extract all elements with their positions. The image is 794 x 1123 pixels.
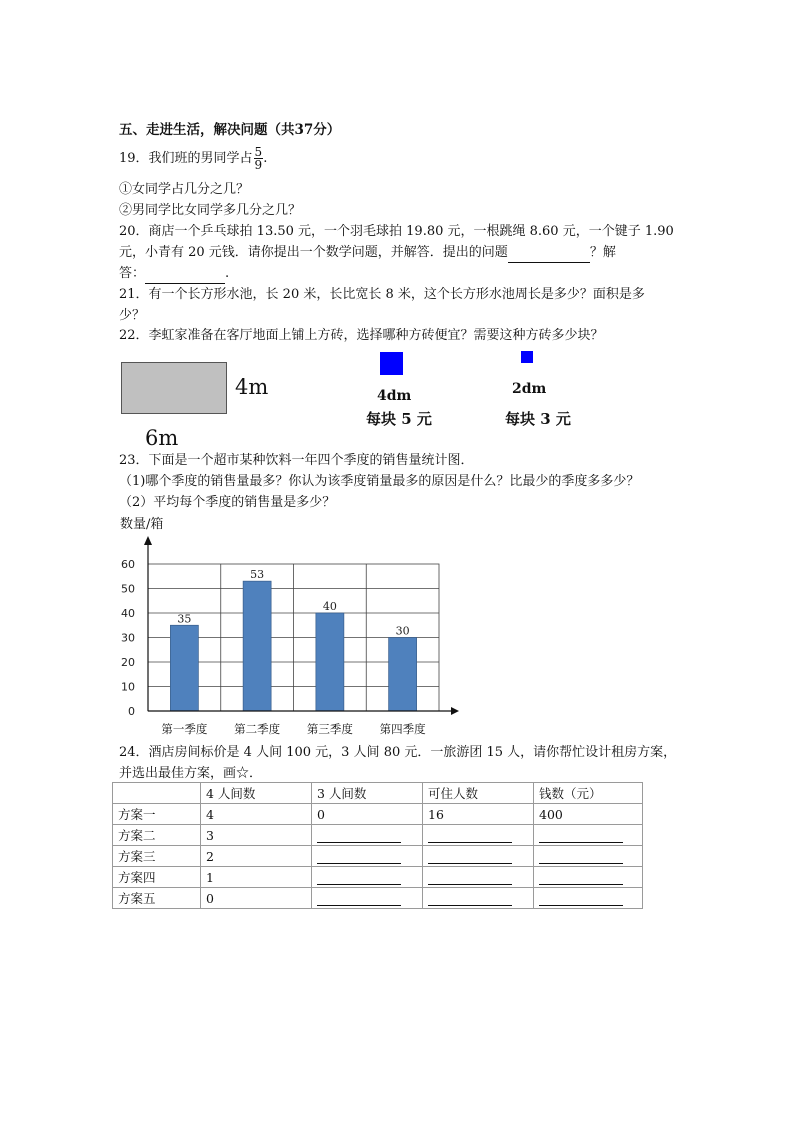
answer-blank[interactable] [539,872,623,885]
q20-line2-end: ？解 [589,245,616,260]
q20-line2 [119,243,616,263]
q21-line2: 少？ [119,308,146,323]
plan-name: 方案三 [113,846,201,867]
bar [243,581,271,711]
four-person-count: 4 [201,804,312,825]
section-title: 五、走进生活，解决问题（共37分） [119,122,341,138]
y-tick-label: 40 [121,607,135,620]
q20-answer-blank[interactable] [508,248,590,263]
q20-line2-text: 元，小青有 20 元钱．请你提出一个数学问题，并解答．提出的问题 [119,245,508,260]
header-cell-4-person: 4 人间数 [201,783,312,804]
plan-name: 方案二 [113,825,201,846]
four-person-count: 0 [201,888,312,909]
q19-sub2: ②男同学比女同学多几分之几？ [119,203,302,218]
y-tick-label: 50 [121,582,135,596]
table-row [113,804,643,825]
bar-data-label: 35 [177,612,192,626]
q19-question [119,146,267,172]
x-category-label: 第四季度 [379,722,426,736]
three-person-blank-cell [312,888,423,909]
money-blank-cell [534,888,643,909]
answer-blank[interactable] [428,872,512,885]
four-person-count: 1 [201,867,312,888]
q23-line1: 23．下面是一个超市某种饮料一年四个季度的销售量统计图． [119,453,474,468]
tile-large-size: 4dm [377,388,412,404]
three-person-count: 0 [312,804,423,825]
x-category-label: 第三季度 [306,722,353,736]
y-axis-arrow-icon [144,536,152,545]
fraction-denominator: 9 [254,158,263,172]
bar [170,625,198,711]
table-row [113,846,643,867]
three-person-blank-cell [312,846,423,867]
table-row [113,888,643,909]
tile-small-price: 每块 3 元 [505,410,571,428]
money-blank-cell [534,846,643,867]
x-axis-arrow-icon [451,707,459,715]
bar-data-label: 53 [250,568,265,582]
answer-blank[interactable] [317,872,401,885]
answer-blank[interactable] [539,851,623,864]
answer-blank[interactable] [317,893,401,906]
y-tick-label: 60 [121,558,135,571]
table-row [113,825,643,846]
bar-data-label: 30 [395,624,410,638]
capacity-blank-cell [423,846,534,867]
room-height-label: 4m [235,375,269,399]
q24-line2: 并选出最佳方案，画☆． [119,766,263,781]
header-cell-corner [113,783,201,804]
q20-line3-end: . [225,266,230,281]
table-row [113,867,643,888]
q20-line1: 20．商店一个乒乓球拍 13.50 元，一个羽毛球拍 19.80 元，一根跳绳 8.60 元，一个键子 1.90 [119,224,674,239]
answer-blank[interactable] [317,851,401,864]
money-blank-cell [534,867,643,888]
y-tick-label: 0 [128,705,135,718]
q20-solution-blank[interactable] [145,269,225,284]
bar [389,638,417,712]
money-blank-cell [534,825,643,846]
plan-name: 方案一 [113,804,201,825]
capacity-value: 16 [423,804,534,825]
answer-blank[interactable] [428,851,512,864]
chart-labels [121,558,426,736]
q19-text: 19．我们班的男同学占 [119,151,253,166]
four-person-count: 3 [201,825,312,846]
answer-blank[interactable] [539,830,623,843]
q24-line1: 24．酒店房间标价是 4 人间 100 元，3 人间 80 元．一旅游团 15 人，请你帮忙设计租房方案， [119,745,677,760]
q22-text: 22．李虹家准备在客厅地面上铺上方砖，选择哪种方砖便宜？需要这种方砖多少块？ [119,328,604,343]
three-person-blank-cell [312,867,423,888]
header-cell-capacity: 可住人数 [423,783,534,804]
four-person-count: 2 [201,846,312,867]
q21-line1: 21．有一个长方形水池，长 20 米，长比宽长 8 米，这个长方形水池周长是多少？面积是多 [119,287,645,302]
table-header-row [113,783,643,804]
q23-line2: （1)哪个季度的销售量最多？你认为该季度销量最多的原因是什么？比最少的季度多多少？ [119,474,640,489]
y-tick-label: 10 [121,680,135,694]
y-tick-label: 20 [121,656,135,669]
tile-large-icon [380,352,403,375]
tile-large-price: 每块 5 元 [366,410,432,428]
plan-name: 方案四 [113,867,201,888]
q23-line3: （2）平均每个季度的销售量是多少？ [119,495,336,510]
bar-data-label: 40 [322,600,337,613]
sales-bar-chart [115,533,465,741]
answer-blank[interactable] [539,893,623,906]
three-person-blank-cell [312,825,423,846]
answer-blank[interactable] [428,893,512,906]
capacity-blank-cell [423,888,534,909]
y-tick-label: 30 [121,631,135,645]
q20-answer-label: 答： [119,266,146,281]
q19-fraction [254,146,264,171]
x-category-label: 第二季度 [234,722,281,736]
plan-name: 方案五 [113,888,201,909]
q19-sub1: ①女同学占几分之几？ [119,182,250,197]
rental-plan-table [112,782,643,909]
room-width-label: 6m [145,426,179,450]
tile-small-size: 2dm [512,381,547,397]
chart-y-axis-label: 数量/箱 [120,517,164,532]
capacity-blank-cell [423,867,534,888]
header-cell-3-person: 3 人间数 [312,783,423,804]
q20-line3 [119,264,229,284]
living-room-rectangle [121,362,227,414]
money-value: 400 [534,804,643,825]
fraction-numerator: 5 [254,145,263,159]
capacity-blank-cell [423,825,534,846]
x-category-label: 第一季度 [161,722,208,736]
answer-blank[interactable] [428,830,512,843]
header-cell-money: 钱数（元） [534,783,643,804]
bar [316,613,344,711]
tile-small-icon [521,351,533,363]
q19-end: . [263,151,268,166]
answer-blank[interactable] [317,830,401,843]
